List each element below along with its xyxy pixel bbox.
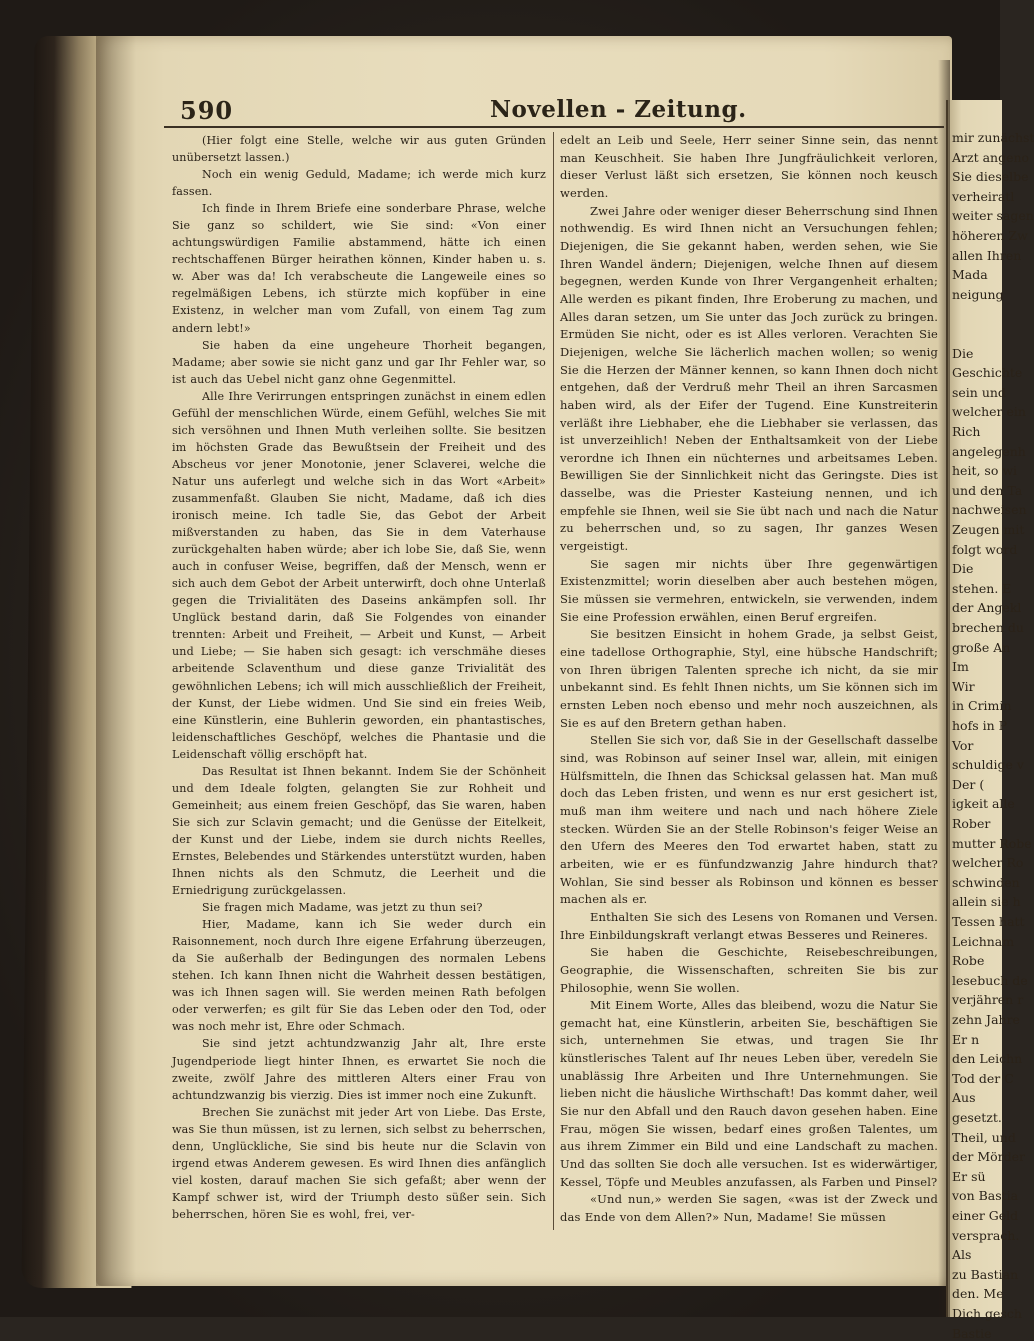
paragraph: Ich finde in Ihrem Briefe eine sonderbare Phrase, welche Sie ganz so schildert, wie Sie sind: «Von einer achtungswürdigen Familie abstammend, hätte ich einen rechtschaffenen Bürger heirathen können, Kinder haben u. s. w. Aber was da! Ich verabscheute die Langeweile eines so regelmäßigen Lebens, ich stürzte mich kopfüber in eine Existenz, in welcher man vom Zufall, von einem Tag zum andern lebt!» <box>172 202 546 335</box>
adjacent-page-line: zu Bastian <box>952 1266 1019 1282</box>
adjacent-page-line: welcher ein <box>952 404 1026 420</box>
adjacent-page-line: allein sie h <box>952 894 1021 910</box>
adjacent-page-line: schwinden <box>952 874 1020 890</box>
adjacent-page-line: Im <box>952 659 969 675</box>
paragraph: Sie sind jetzt achtundzwanzig Jahr alt, Ihre erste Jugendperiode liegt hinter Ihnen, es erwartet Sie noch die zweite, zwölf Jahre des mittleren Alters einer Frau von achtundzwanzig bis vierzig. Dies ist immer noch eine Zukunft. <box>172 1037 546 1102</box>
adjacent-page-line: der Mörder <box>952 1149 1026 1165</box>
adjacent-page-line: angelegenh <box>952 443 1026 459</box>
paragraph: Brechen Sie zunächst mit jeder Art von Liebe. Das Erste, was Sie thun müssen, ist zu lernen, sich selbst zu beherrschen, denn, Unglückliche, Sie sind bis heute nur die Sclavin von irgend etwas Anderem gewesen. Es wird Ihnen dies anfänglich viel kosten, darauf machen Sie sich gefaßt; aber wenn der Kampf schwer ist, wird der Triumph desto süßer sein. Sich beherrschen, hören Sie es wohl, frei, ver- <box>172 1105 546 1221</box>
adjacent-page-line: hofs in P <box>952 718 1008 733</box>
adjacent-page-line: große An <box>952 639 1011 655</box>
adjacent-page-line: und den Ta <box>952 482 1023 498</box>
paragraph: Alle Ihre Verirrungen entspringen zunächst in einem edlen Gefühl der menschlichen Würde, einem Gefühl, welches Sie mit sich versöhnen und Ihnen Muth verleihen sollte. Sie besitzen im höchsten Grade das Bewußtsein der Freiheit und des Abscheus vor jener Monotonie, jener Sclaverei, welche die Natur uns auferlegt und welche sich in das Wort «Arbeit» zusammenfaßt. Glauben Sie nicht, Madame, daß ich dies ironisch meine. Ich tadle Sie, das Gebot der Arbeit mißverstanden zu haben, das Sie in dem Vaterhause zurückgehalten haben würde; aber ich lobe Sie, daß Sie, wenn auch in confuser Weise, begriffen, daß der Mensch, wenn er sich auch dem Gebot der Arbeit unterwirft, doch ohne Unterlaß gegen die Trivialitäten des Daseins ankämpfen soll. Ihr Unglück bestand darin, daß Sie Folgendes von einander trennten: Arbeit und Freiheit, — Arbeit und Kunst, — Arbeit und Liebe; — Sie haben sich gesagt: ich verschmähe dieses arbeitende Sclaventhum und diese ganze Trivialität des gewöhnlichen Lebens; ich will mich ausschließlich der Freiheit, der Kunst, der Liebe widmen. Und Sie sind ein freies Weib, eine Künstlerin, eine Buhlerin geworden, ein phantastisches, leidenschaftliches Geschöpf, welches die Phantasie und die Leidenschaft völlig erschöpft hat. <box>172 389 546 761</box>
gutter-shadow <box>96 36 136 1286</box>
adjacent-page-line: versprach. <box>952 1227 1020 1243</box>
running-title: Novellen - Zeitung. <box>490 96 747 123</box>
adjacent-page-line: allen Ihren <box>952 247 1022 263</box>
adjacent-page-line: Rober <box>952 816 991 831</box>
adjacent-page-line: stehen. E <box>952 580 1012 596</box>
adjacent-page-line: igkeit alle <box>952 796 1015 812</box>
paragraph: Sie haben die Geschichte, Reisebeschreibungen, Geographie, die Wissenschaften, schreiten Sie bis zur Philosophie, wenn Sie wollen. <box>560 945 938 995</box>
paragraph: Noch ein wenig Geduld, Madame; ich werde mich kurz fassen. <box>172 168 546 199</box>
adjacent-page-line: verheiratl <box>952 188 1015 204</box>
adjacent-page-line: lesebuch de <box>952 972 1028 988</box>
spine-shadow <box>938 60 950 1317</box>
adjacent-page-line: Geschichte <box>952 365 1023 381</box>
adjacent-page-line: Rich <box>952 424 981 439</box>
adjacent-page-line: Tod der C <box>952 1070 1014 1086</box>
adjacent-page-line: Robe <box>952 953 985 969</box>
adjacent-page-line: den. Me <box>952 1286 1004 1302</box>
adjacent-page-line: Leichnam <box>952 933 1015 949</box>
adjacent-page-line: folgt word <box>952 541 1018 557</box>
adjacent-page-line: heit, so wi <box>952 463 1018 479</box>
adjacent-page-line: der Angekl <box>952 600 1022 616</box>
adjacent-page-line: Sie dieselbe <box>952 169 1029 185</box>
page-header <box>170 92 942 126</box>
paragraph: Mit Einem Worte, Alles das bleibend, wozu die Natur Sie gemacht hat, eine Künstlerin, arbeiten Sie, beschäftigen Sie sich, unternehmen Sie etwas, und tragen Sie Ihr künstlerisches Talent auf Ihr neues Leben über, veredeln Sie unablässig Ihre Arbeiten und Ihre Unternehmungen. Sie lieben nicht die häusliche Wirthschaft! Das kommt daher, weil Sie nur den Abfall und den Rauch davon gesehen haben. Eine Frau, mögen Sie wissen, bedarf eines großen Talentes, um aus ihrem Zimmer ein Bild und eine Landschaft zu machen. Und das sollten Sie doch alle versuchen. Ist es widerwärtiger, Kessel, Töpfe und Meubles anzufassen, als Farben und Pinsel? <box>560 998 938 1189</box>
adjacent-page-line: welcher Ro <box>952 855 1024 871</box>
adjacent-page-line: Tessen hatt <box>952 914 1025 929</box>
paragraph: (Hier folgt eine Stelle, welche wir aus guten Gründen unübersetzt lassen.) <box>172 134 546 165</box>
adjacent-page-line: Wir <box>952 678 975 694</box>
adjacent-page-line: höheren Zw <box>952 228 1028 243</box>
adjacent-page-line: nachweisen <box>952 502 1027 518</box>
adjacent-page-line: mir zunächst <box>952 130 1034 145</box>
paragraph: Sie sagen mir nichts über Ihre gegenwärtigen Existenzmittel; worin dieselben aber auch bestehen mögen, Sie müssen sie vermehren, entwickeln, sie verwenden, indem Sie eine Profession erwählen, einen Beruf ergreifen. <box>560 556 938 624</box>
paragraph: Zwei Jahre oder weniger dieser Beherrschung sind Ihnen nothwendig. Es wird Ihnen nicht an Versuchungen fehlen; Diejenigen, die Sie gekannt haben, werden sehen, wie Sie Ihren Wandel ändern; Diejenigen, welche Ihnen auf diesem begegnen, werden Kunde von Ihrer Vergangenheit erhalten; Alle werden es pikant finden, Ihre Eroberung zu machen, und Alles daran setzen, um Sie unter das Joch zurück zu bringen. Ermüden Sie nicht, oder es ist Alles verloren. Verachten Sie Diejenigen, welche Sie lächerlich machen wollen; so wenig Sie die Herzen der Männer kennen, so kann Ihnen doch nicht entgehen, daß der Verdruß mehr Theil an ihren Sarcasmen haben wird, als der Eifer der Tugend. Eine Kunstreiterin verläßt ihre Liebhaber, ehe die Liebhaber sie verlassen, das ist unverzeihlich! Neben der Enthaltsamkeit von der Liebe verordne ich Ihnen ein nüchternes und arbeitsames Leben. Bewilligen Sie der Sinnlichkeit nicht das Geringste. Dies ist dasselbe, was die Priester Kasteiung nennen, und ich empfehle sie Ihnen, weil sie Sie übt nach und nach die Natur zu beherrschen und, so zu sagen, Ihr ganzes Wesen vergeistigt. <box>560 203 938 554</box>
left-column <box>172 132 546 1223</box>
adjacent-page-line: einer Geld <box>952 1208 1019 1223</box>
paragraph: Das Resultat ist Ihnen bekannt. Indem Sie der Schönheit und dem Ideale folgten, gelangten Sie zur Rohheit und Gemeinheit; aus einem freien Geschöpf, das Sie waren, haben Sie sich zur Sclavin gemacht; und die Genüsse der Eitelkeit, der Kunst und der Liebe, indem sie durch nichts Reelles, Ernstes, Belebendes und Stärkendes unterstützt wurden, haben Ihnen nichts als den Schmutz, die Leerheit und die Erniedrigung zurückgelassen. <box>172 764 546 898</box>
adjacent-page-line: gesetzt. <box>952 1110 1002 1125</box>
adjacent-page-line: mutter Robe <box>952 835 1032 851</box>
paragraph: «Und nun,» werden Sie sagen, «was ist der Zweck und das Ende von dem Allen?» Nun, Madame! Sie müssen <box>560 1192 938 1225</box>
adjacent-page-line: brechen du <box>952 620 1024 635</box>
column-divider <box>553 132 554 1230</box>
adjacent-page-line: Als <box>952 1247 972 1263</box>
paragraph: Sie fragen mich Madame, was jetzt zu thun sei? <box>202 901 483 915</box>
adjacent-page-line: den Leichn <box>952 1051 1023 1067</box>
paragraph: Hier, Madame, kann ich Sie weder durch ein Raisonnement, noch durch Ihre eigene Erfahrung überzeugen, da Sie außerhalb der Bedingungen des normalen Lebens stehen. Ich kann Ihnen nicht die Wahrheit dessen bestätigen, was ich Ihnen sagen will. Sie werden meinen Rath befolgen oder verwerfen; es gilt für Sie das Leben oder den Tod, oder was noch mehr ist, Ehre oder Schmach. <box>172 918 546 1034</box>
adjacent-page-line: sein und <box>952 384 1006 400</box>
paragraph: edelt an Leib und Seele, Herr seiner Sinne sein, das nennt man Keuschheit. Sie haben Ihre Jungfräulichkeit verloren, dieser Verlust läßt sich ersetzen, Sie können noch keusch werden. <box>560 133 938 200</box>
page-number: 590 <box>180 96 234 125</box>
adjacent-page-line: Er sü <box>952 1168 986 1184</box>
paragraph: Sie haben da eine ungeheure Thorheit begangen, Madame; aber sowie sie nicht ganz und gar Ihr Fehler war, so ist auch das Uebel nicht ganz ohne Gegenmittel. <box>172 338 546 386</box>
adjacent-page-line: von Bastia <box>952 1188 1019 1204</box>
adjacent-page-line: Bastie <box>952 1325 992 1341</box>
adjacent-page-line: Arzt angeno <box>952 149 1030 165</box>
adjacent-page-line: Die <box>952 561 974 577</box>
header-rule <box>164 126 944 128</box>
adjacent-page-line: Aus <box>952 1090 976 1106</box>
adjacent-page-line: zehn Jahre <box>952 1012 1020 1027</box>
adjacent-page-line: in Crimin <box>952 698 1012 714</box>
adjacent-page-line: Vor <box>952 737 974 753</box>
adjacent-page-line: Er n <box>952 1031 980 1047</box>
paragraph: Enthalten Sie sich des Lesens von Romanen und Versen. Ihre Einbildungskraft verlangt etwas Besseres und Reineres. <box>560 909 938 942</box>
right-column <box>560 132 938 1227</box>
adjacent-page-line: Dich gesch <box>952 1306 1022 1321</box>
adjacent-page-line: Die <box>952 345 974 361</box>
adjacent-page-line: neigung <box>952 286 1004 302</box>
adjacent-page-line: Zeugen mit <box>952 522 1025 537</box>
adjacent-page-line: Theil, und <box>952 1129 1016 1145</box>
adjacent-page-line: Mada <box>952 267 988 283</box>
adjacent-page-line: schuldige v <box>952 757 1024 773</box>
paragraph: Sie besitzen Einsicht in hohem Grade, ja selbst Geist, eine tadellose Orthographie, Styl, eine hübsche Handschrift; von Ihren übrigen Talenten spreche ich nicht, da sie mir unbekannt sind. Es fehlt Ihnen nichts, um Sie können sich im ernsten Leben noch ebenso und mehr noch auszeichnen, als Sie es auf den Bretern gethan haben. <box>560 627 938 730</box>
adjacent-page-line: verjähren r <box>952 992 1024 1008</box>
adjacent-page <box>946 100 1034 1341</box>
adjacent-page-line: weiter sagen <box>952 208 1034 224</box>
paragraph: Stellen Sie sich vor, daß Sie in der Gesellschaft dasselbe sind, was Robinson auf seiner Insel war, allein, mit einigen Hülfsmitteln, die Ihnen das Schicksal gelassen hat. Man muß doch das Leben fristen, und wenn es nur erst gesichert ist, muß man ihm weitere und nach und nach höhere Ziele stecken. Würden Sie an der Stelle Robinson's feiger Weise an den Ufern des Meeres den Tod erwartet haben, statt zu arbeiten, wie er es fünfundzwanzig Jahre hindurch that? Wohlan, Sie sind besser als Robinson und können es besser machen als er. <box>560 733 938 907</box>
adjacent-page-line: Der ( <box>952 776 985 792</box>
